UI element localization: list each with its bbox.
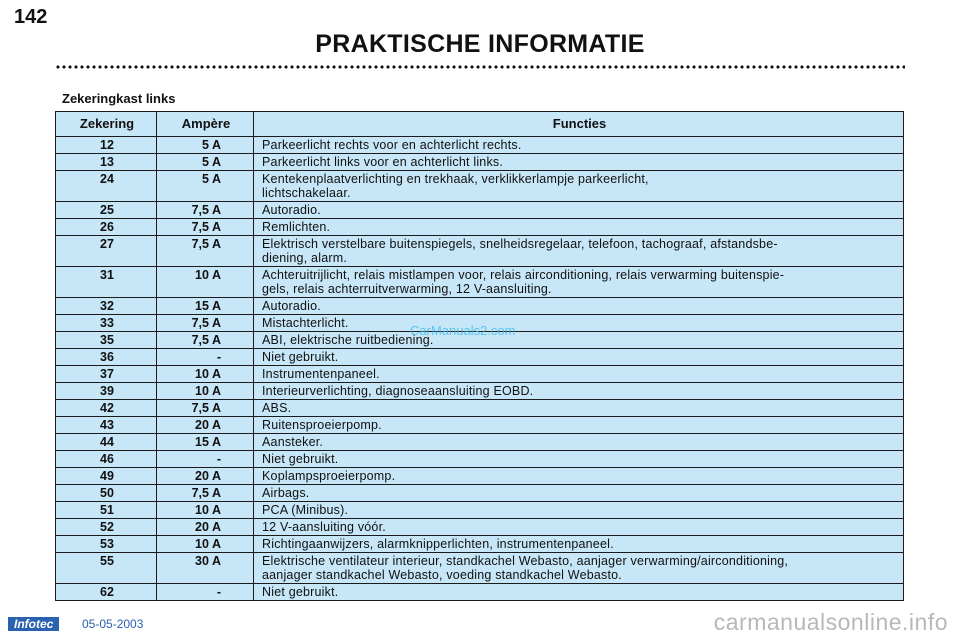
fuse-function: Niet gebruikt. <box>254 451 904 468</box>
table-row <box>56 202 904 219</box>
table-row <box>56 553 904 584</box>
table-row <box>56 383 904 400</box>
column-header-functions: Functies <box>254 112 904 137</box>
fuse-function: Richtingaanwijzers, alarmknipperlichten, instrumentenpaneel. <box>254 536 904 553</box>
fuse-number: 32 <box>56 298 157 315</box>
table-row <box>56 400 904 417</box>
fuse-number: 53 <box>56 536 157 553</box>
table-row <box>56 236 904 267</box>
fuse-ampere: - <box>157 451 254 468</box>
fuse-function: Interieurverlichting, diagnoseaansluiting EOBD. <box>254 383 904 400</box>
fuse-function: Kentekenplaatverlichting en trekhaak, verklikkerlampje parkeerlicht, lichtschakelaar. <box>254 171 904 202</box>
fuse-function: Remlichten. <box>254 219 904 236</box>
fuse-ampere: 7,5 A <box>157 332 254 349</box>
fuse-number: 42 <box>56 400 157 417</box>
fuse-number: 24 <box>56 171 157 202</box>
table-row <box>56 219 904 236</box>
fuse-table <box>55 111 904 601</box>
fuse-number: 50 <box>56 485 157 502</box>
fuse-function: Mistachterlicht. <box>254 315 904 332</box>
fuse-function: Aansteker. <box>254 434 904 451</box>
fuse-function: Achteruitrijlicht, relais mistlampen voor, relais airconditioning, relais verwarming buitenspie- gels, relais achterruitverwarming, 12 V-aansluiting. <box>254 267 904 298</box>
table-row <box>56 536 904 553</box>
table-body <box>56 137 904 601</box>
fuse-function: ABS. <box>254 400 904 417</box>
table-row <box>56 349 904 366</box>
table-row <box>56 485 904 502</box>
fuse-number: 43 <box>56 417 157 434</box>
table-row <box>56 171 904 202</box>
fuse-function: Airbags. <box>254 485 904 502</box>
fuse-number: 51 <box>56 502 157 519</box>
table-row <box>56 434 904 451</box>
fuse-ampere: 7,5 A <box>157 236 254 267</box>
fuse-number: 13 <box>56 154 157 171</box>
fuse-ampere: 15 A <box>157 298 254 315</box>
fuse-function: Niet gebruikt. <box>254 349 904 366</box>
fuse-ampere: 7,5 A <box>157 315 254 332</box>
fuse-ampere: 7,5 A <box>157 400 254 417</box>
fuse-function: Elektrische ventilateur interieur, standkachel Webasto, aanjager verwarming/airconditioning, aanjager standkachel Webasto, voeding standkachel Webasto. <box>254 553 904 584</box>
fuse-number: 52 <box>56 519 157 536</box>
fuse-ampere: - <box>157 584 254 601</box>
fuse-ampere: 5 A <box>157 154 254 171</box>
fuse-number: 37 <box>56 366 157 383</box>
table-row <box>56 451 904 468</box>
fuse-function: 12 V-aansluiting vóór. <box>254 519 904 536</box>
fuse-ampere: 10 A <box>157 502 254 519</box>
table-row <box>56 519 904 536</box>
footer-date: 05-05-2003 <box>82 617 144 631</box>
fuse-ampere: 7,5 A <box>157 202 254 219</box>
table-row <box>56 154 904 171</box>
table-row <box>56 417 904 434</box>
fuse-function: Koplampsproeierpomp. <box>254 468 904 485</box>
fuse-ampere: 10 A <box>157 536 254 553</box>
fuse-number: 55 <box>56 553 157 584</box>
fuse-number: 26 <box>56 219 157 236</box>
table-row <box>56 468 904 485</box>
fuse-ampere: 15 A <box>157 434 254 451</box>
fuse-function: Elektrisch verstelbare buitenspiegels, snelheidsregelaar, telefoon, tachograaf, afstandsbe- diening, alarm. <box>254 236 904 267</box>
fuse-ampere: 7,5 A <box>157 219 254 236</box>
table-row <box>56 366 904 383</box>
section-title: Zekeringkast links <box>62 91 176 106</box>
page-title: PRAKTISCHE INFORMATIE <box>315 30 645 58</box>
fuse-ampere: 20 A <box>157 417 254 434</box>
fuse-function: PCA (Minibus). <box>254 502 904 519</box>
fuse-function: Parkeerlicht rechts voor en achterlicht rechts. <box>254 137 904 154</box>
table-header-row <box>56 112 904 137</box>
table-row <box>56 502 904 519</box>
fuse-number: 31 <box>56 267 157 298</box>
fuse-function: Autoradio. <box>254 298 904 315</box>
fuse-function: Niet gebruikt. <box>254 584 904 601</box>
footer-site-watermark: carmanualsonline.info <box>713 609 948 635</box>
table-row <box>56 267 904 298</box>
fuse-ampere: 5 A <box>157 171 254 202</box>
fuse-ampere: 20 A <box>157 468 254 485</box>
fuse-function: Autoradio. <box>254 202 904 219</box>
table-row <box>56 584 904 601</box>
fuse-ampere: 5 A <box>157 137 254 154</box>
fuse-number: 36 <box>56 349 157 366</box>
table-row <box>56 137 904 154</box>
column-header-ampere: Ampère <box>157 112 254 137</box>
fuse-ampere: 20 A <box>157 519 254 536</box>
fuse-function: ABI, elektrische ruitbediening. <box>254 332 904 349</box>
fuse-ampere: 10 A <box>157 366 254 383</box>
fuse-number: 39 <box>56 383 157 400</box>
fuse-ampere: - <box>157 349 254 366</box>
fuse-number: 46 <box>56 451 157 468</box>
dotted-divider <box>55 64 905 70</box>
fuse-number: 44 <box>56 434 157 451</box>
fuse-function: Ruitensproeierpomp. <box>254 417 904 434</box>
page-number: 142 <box>14 6 48 28</box>
watermark: CarManuals2.com <box>410 323 516 338</box>
fuse-ampere: 30 A <box>157 553 254 584</box>
fuse-number: 62 <box>56 584 157 601</box>
fuse-number: 49 <box>56 468 157 485</box>
infotec-logo: Infotec <box>8 617 59 631</box>
fuse-number: 12 <box>56 137 157 154</box>
column-header-fuse: Zekering <box>56 112 157 137</box>
fuse-number: 33 <box>56 315 157 332</box>
fuse-function: Instrumentenpaneel. <box>254 366 904 383</box>
fuse-ampere: 10 A <box>157 267 254 298</box>
table-row <box>56 298 904 315</box>
fuse-number: 27 <box>56 236 157 267</box>
fuse-ampere: 10 A <box>157 383 254 400</box>
fuse-number: 25 <box>56 202 157 219</box>
fuse-ampere: 7,5 A <box>157 485 254 502</box>
fuse-number: 35 <box>56 332 157 349</box>
fuse-function: Parkeerlicht links voor en achterlicht links. <box>254 154 904 171</box>
